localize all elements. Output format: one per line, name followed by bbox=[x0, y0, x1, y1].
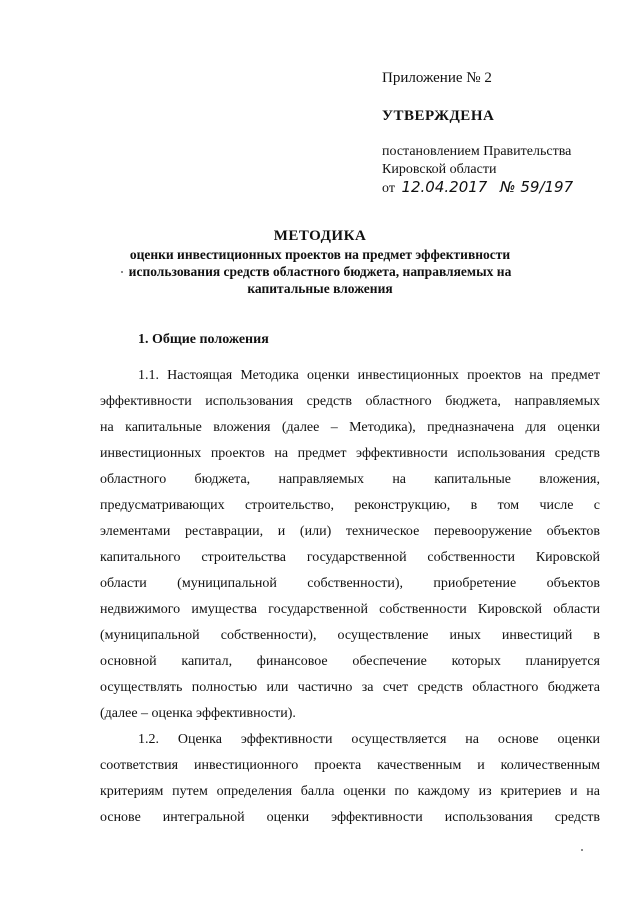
body-line: основной капитал, финансовое обеспечение которых планируется bbox=[100, 654, 600, 669]
document-title: МЕТОДИКА bbox=[273, 228, 367, 244]
handwritten-decree-number: № 59/197 bbox=[500, 178, 574, 196]
body-line: на капитальные вложения (далее – Методика), предназначена для оценки bbox=[100, 420, 600, 435]
body-line: основе интегральной оценки эффективности использования средств bbox=[100, 810, 600, 825]
body-line: инвестиционных проектов на предмет эффективности использования средств bbox=[100, 446, 600, 461]
body-line: предусматривающих строительство, реконструкцию, в том числе с bbox=[100, 498, 600, 513]
appendix-label: Приложение № 2 bbox=[382, 70, 492, 86]
scan-speck bbox=[121, 271, 123, 273]
body-line: критериям путем определения балла оценки по каждому из критериев и на bbox=[100, 784, 600, 799]
body-line: (далее – оценка эффективности). bbox=[100, 706, 296, 721]
approval-stamp-text: УТВЕРЖДЕНА bbox=[382, 108, 495, 124]
body-line: эффективности использования средств областного бюджета, направляемых bbox=[100, 394, 600, 409]
body-line: 1.2. Оценка эффективности осуществляется на основе оценки bbox=[138, 732, 600, 747]
body-line: соответствия инвестиционного проекта качественным и количественным bbox=[100, 758, 600, 773]
body-line: капитального строительства государственной собственности Кировской bbox=[100, 550, 600, 565]
body-line: 1.1. Настоящая Методика оценки инвестиционных проектов на предмет bbox=[138, 368, 600, 383]
handwritten-date: 12.04.2017 bbox=[401, 178, 488, 196]
section-heading: 1. Общие положения bbox=[138, 332, 269, 347]
body-line: (муниципальной собственности), осуществление иных инвестиций в bbox=[100, 628, 600, 643]
body-line: элементами реставрации, и (или) техническое перевооружение объектов bbox=[100, 524, 600, 539]
body-line: осуществлять полностью или частично за счет средств областного бюджета bbox=[100, 680, 600, 695]
body-line: недвижимого имущества государственной собственности Кировской области bbox=[100, 602, 600, 617]
date-prefix: от bbox=[382, 181, 395, 196]
body-line: областного бюджета, направляемых на капитальные вложения, bbox=[100, 472, 600, 487]
issuer-line-2: Кировской области bbox=[382, 162, 497, 177]
scan-speck bbox=[581, 849, 583, 851]
document-subtitle: оценки инвестиционных проектов на предмет эффективности использования средств областного бюджета, направляемых на капитальные вложения bbox=[128, 247, 512, 296]
issuer-line-1: постановлением Правительства bbox=[382, 144, 572, 159]
body-line: области (муниципальной собственности), приобретение объектов bbox=[100, 576, 600, 591]
decree-date-line bbox=[382, 178, 622, 197]
